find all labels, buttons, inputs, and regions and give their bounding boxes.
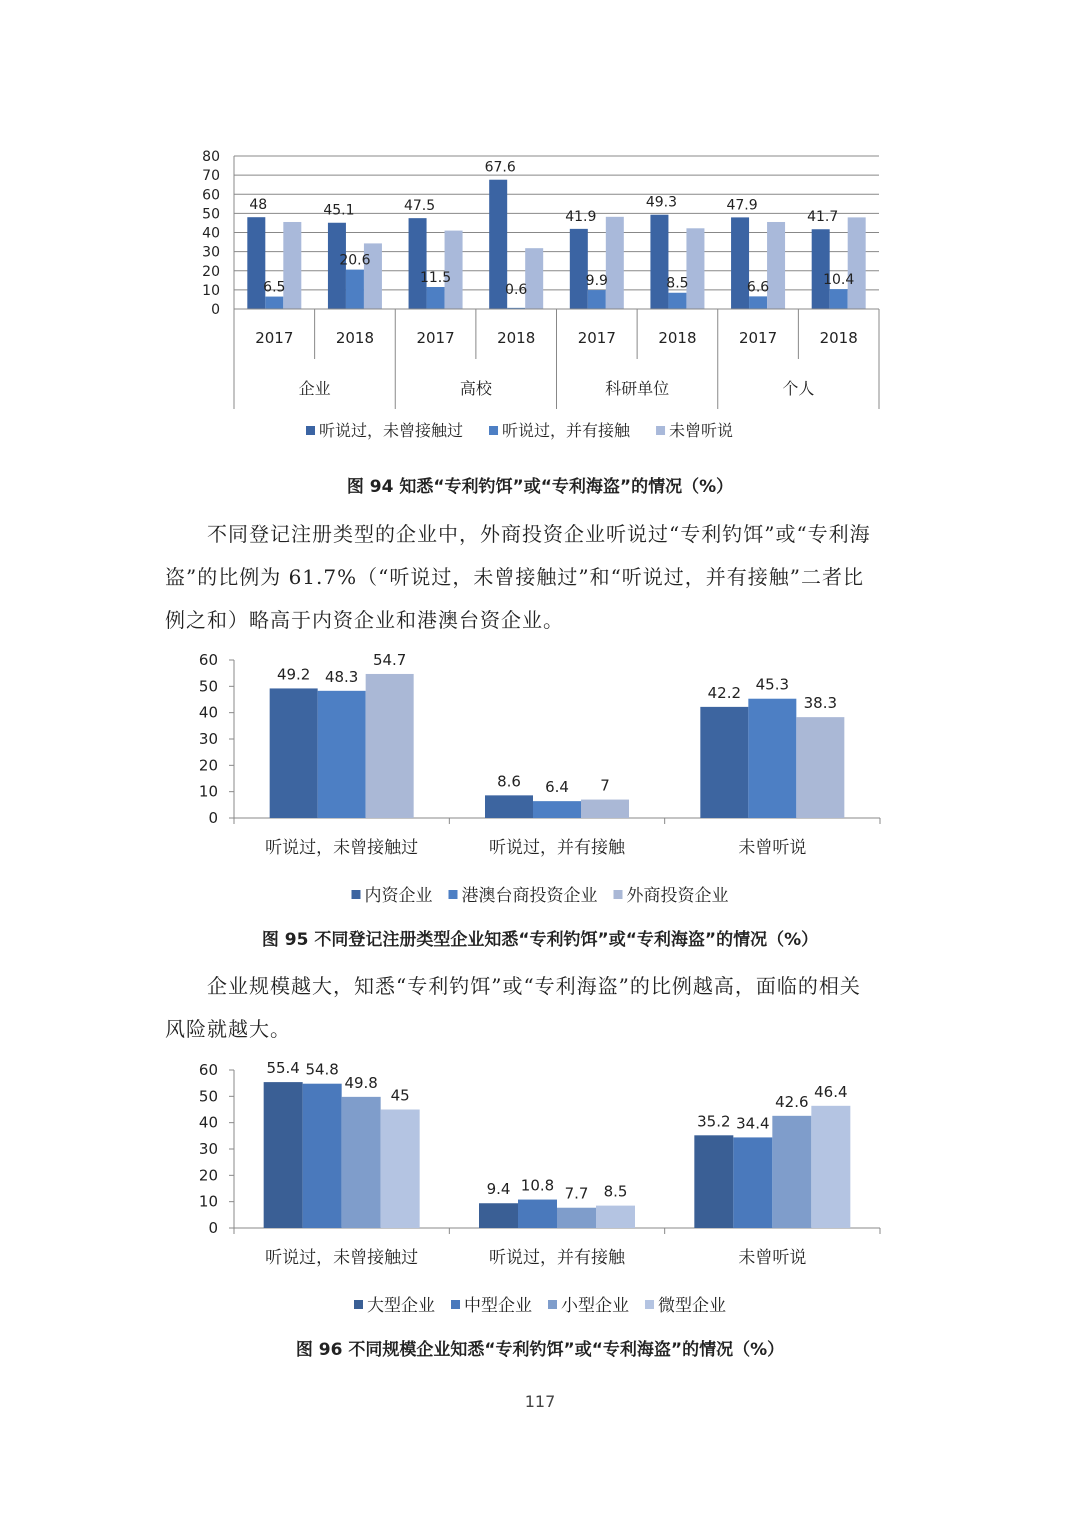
chart-figure-94 <box>0 140 1080 460</box>
y-tick-label: 60 <box>198 1061 218 1079</box>
y-tick-label: 60 <box>202 187 220 204</box>
data-label: 7 <box>600 776 610 795</box>
paragraph-1-line: 盗”的比例为 61.7%（“听说过，未曾接触过”和“听说过，并有接触”二者比 <box>165 565 865 589</box>
y-tick-label: 30 <box>198 1140 218 1158</box>
legend-swatch <box>614 890 623 899</box>
legend-label: 内资企业 <box>364 886 433 906</box>
x-tick-label: 2018 <box>497 329 536 347</box>
legend-swatch <box>306 426 315 435</box>
bar <box>606 217 624 309</box>
x-category-label: 未曾听说 <box>738 838 807 858</box>
legend-swatch <box>451 1300 460 1309</box>
y-tick-label: 40 <box>198 1113 218 1132</box>
bar <box>265 297 283 309</box>
bar <box>668 293 686 309</box>
y-tick-label: 0 <box>208 809 218 827</box>
group-label: 科研单位 <box>605 379 670 398</box>
y-tick-label: 80 <box>202 149 220 165</box>
y-tick-label: 60 <box>198 651 218 669</box>
x-tick-label: 2017 <box>738 329 778 347</box>
y-tick-label: 0 <box>211 302 220 318</box>
legend-swatch <box>548 1300 557 1309</box>
bar <box>812 229 830 309</box>
data-label: 6.6 <box>746 279 770 296</box>
data-label: 38.3 <box>803 694 838 713</box>
bar <box>733 1137 772 1228</box>
data-label: 11.5 <box>419 270 452 287</box>
data-label: 49.2 <box>276 665 311 684</box>
data-label: 45 <box>390 1086 410 1105</box>
data-label: 42.6 <box>775 1092 809 1111</box>
data-label: 34.4 <box>736 1114 770 1133</box>
bar <box>700 707 748 818</box>
bar <box>570 229 588 309</box>
legend-swatch <box>352 890 361 899</box>
bar <box>748 699 796 818</box>
bar <box>283 222 301 309</box>
data-label: 41.7 <box>807 209 839 226</box>
bar <box>830 289 848 309</box>
legend-label: 大型企业 <box>367 1296 435 1316</box>
data-label: 42.2 <box>707 683 742 702</box>
bar <box>533 801 581 818</box>
legend-label: 小型企业 <box>561 1296 629 1316</box>
data-label: 6.4 <box>545 778 569 797</box>
bar <box>596 1206 635 1228</box>
legend-label: 外商投资企业 <box>626 886 729 906</box>
bar <box>366 674 414 818</box>
x-category-label: 听说过，未曾接触过 <box>265 838 419 858</box>
y-tick-label: 20 <box>202 263 220 280</box>
x-category-label: 听说过，并有接触 <box>489 838 625 858</box>
data-label: 8.5 <box>603 1182 628 1201</box>
x-tick-label: 2018 <box>335 329 375 347</box>
bar <box>796 717 844 818</box>
data-label: 48 <box>249 197 268 214</box>
legend-swatch <box>489 426 498 435</box>
bar <box>694 1135 733 1228</box>
bar <box>346 270 364 309</box>
data-label: 45.1 <box>323 202 355 219</box>
bar <box>772 1116 811 1228</box>
x-tick-label: 2018 <box>658 329 697 347</box>
y-tick-label: 10 <box>198 782 218 801</box>
legend-label: 听说过，未曾接触过 <box>319 421 464 440</box>
paragraph-2 <box>165 965 917 1051</box>
bar <box>264 1082 303 1228</box>
paragraph-1-line: 例之和）略高于内资企业和港澳台资企业。 <box>165 608 564 632</box>
paragraph-1-line: 不同登记注册类型的企业中，外商投资企业听说过“专利钓饵”或“专利海 <box>207 522 871 546</box>
y-tick-label: 50 <box>198 1087 218 1106</box>
x-category-label: 听说过，并有接触 <box>489 1248 625 1268</box>
data-label: 48.3 <box>324 667 359 686</box>
bar <box>686 228 704 309</box>
bar <box>848 217 866 309</box>
figure-94-caption: 图 94 知悉“专利钓饵”或“专利海盗”的情况（%） <box>346 477 734 497</box>
data-label: 54.8 <box>305 1060 339 1079</box>
data-label: 9.4 <box>486 1180 511 1199</box>
bar <box>588 290 606 309</box>
bar <box>811 1106 850 1228</box>
data-label: 49.3 <box>645 194 678 211</box>
chart-figure-96 <box>0 1050 1080 1325</box>
x-category-label: 听说过，未曾接触过 <box>265 1248 419 1268</box>
data-label: 46.4 <box>814 1082 848 1101</box>
bar <box>381 1110 420 1229</box>
group-label: 企业 <box>298 379 331 398</box>
data-label: 45.3 <box>755 675 790 694</box>
legend-swatch <box>449 890 458 899</box>
figure-95-caption: 图 95 不同登记注册类型企业知悉“专利钓饵”或“专利海盗”的情况（%） <box>261 930 819 950</box>
y-tick-label: 40 <box>202 225 220 242</box>
bar <box>581 800 629 818</box>
group-label: 高校 <box>459 379 492 398</box>
legend-label: 未曾听说 <box>669 421 734 440</box>
bar <box>342 1097 381 1228</box>
x-tick-label: 2017 <box>255 329 294 347</box>
bar <box>409 218 427 309</box>
legend-swatch <box>645 1300 654 1309</box>
y-tick-label: 70 <box>202 168 220 185</box>
y-tick-label: 0 <box>208 1219 218 1237</box>
legend-label: 港澳台商投资企业 <box>461 886 598 906</box>
y-tick-label: 30 <box>202 244 220 261</box>
paragraph-2-line: 企业规模越大，知悉“专利钓饵”或“专利海盗”的比例越高，面临的相关 <box>207 974 861 998</box>
data-label: 7.7 <box>564 1184 589 1203</box>
x-tick-label: 2017 <box>416 329 455 347</box>
figure-96-caption: 图 96 不同规模企业知悉“专利钓饵”或“专利海盗”的情况（%） <box>295 1340 785 1360</box>
y-tick-label: 50 <box>198 677 218 696</box>
bar <box>650 215 668 309</box>
legend-label: 微型企业 <box>658 1296 726 1316</box>
y-tick-label: 20 <box>198 756 218 775</box>
y-tick-label: 30 <box>198 730 218 748</box>
page-number: 117 <box>524 1392 556 1411</box>
data-label: 49.8 <box>344 1073 378 1092</box>
legend-swatch <box>656 426 665 435</box>
data-label: 8.5 <box>666 275 689 292</box>
data-label: 55.4 <box>266 1059 300 1078</box>
x-category-label: 未曾听说 <box>738 1248 807 1268</box>
y-tick-label: 10 <box>198 1192 218 1211</box>
data-label: 0.6 <box>505 282 528 298</box>
chart-figure-95 <box>0 640 1080 915</box>
y-tick-label: 10 <box>202 282 220 299</box>
data-label: 10.4 <box>823 272 855 289</box>
bar <box>749 296 767 309</box>
data-label: 9.9 <box>585 273 608 290</box>
y-tick-label: 50 <box>202 206 220 223</box>
y-tick-label: 40 <box>198 703 218 722</box>
data-label: 47.5 <box>403 198 436 215</box>
data-label: 47.9 <box>726 197 758 214</box>
paragraph-1 <box>165 513 917 642</box>
bar <box>525 248 543 309</box>
bar <box>303 1084 342 1228</box>
bar <box>270 688 318 818</box>
x-tick-label: 2018 <box>819 329 858 347</box>
bar <box>427 287 445 309</box>
legend-swatch <box>354 1300 363 1309</box>
data-label: 41.9 <box>565 208 597 225</box>
data-label: 20.6 <box>339 252 371 269</box>
bar <box>518 1200 557 1228</box>
data-label: 54.7 <box>372 650 407 669</box>
x-tick-label: 2017 <box>577 329 616 347</box>
data-label: 10.8 <box>520 1176 555 1195</box>
legend-label: 中型企业 <box>464 1296 532 1316</box>
data-label: 67.6 <box>484 159 516 176</box>
bar <box>557 1208 596 1228</box>
y-tick-label: 20 <box>198 1166 218 1185</box>
bar <box>485 795 533 818</box>
data-label: 35.2 <box>697 1112 731 1131</box>
legend-label: 听说过，并有接触 <box>502 421 631 440</box>
paragraph-2-line: 风险就越大。 <box>165 1017 291 1041</box>
bar <box>767 222 785 309</box>
bar <box>318 691 366 818</box>
data-label: 6.5 <box>263 279 286 296</box>
data-label: 8.6 <box>497 772 521 791</box>
bar <box>479 1203 518 1228</box>
group-label: 个人 <box>782 379 815 398</box>
